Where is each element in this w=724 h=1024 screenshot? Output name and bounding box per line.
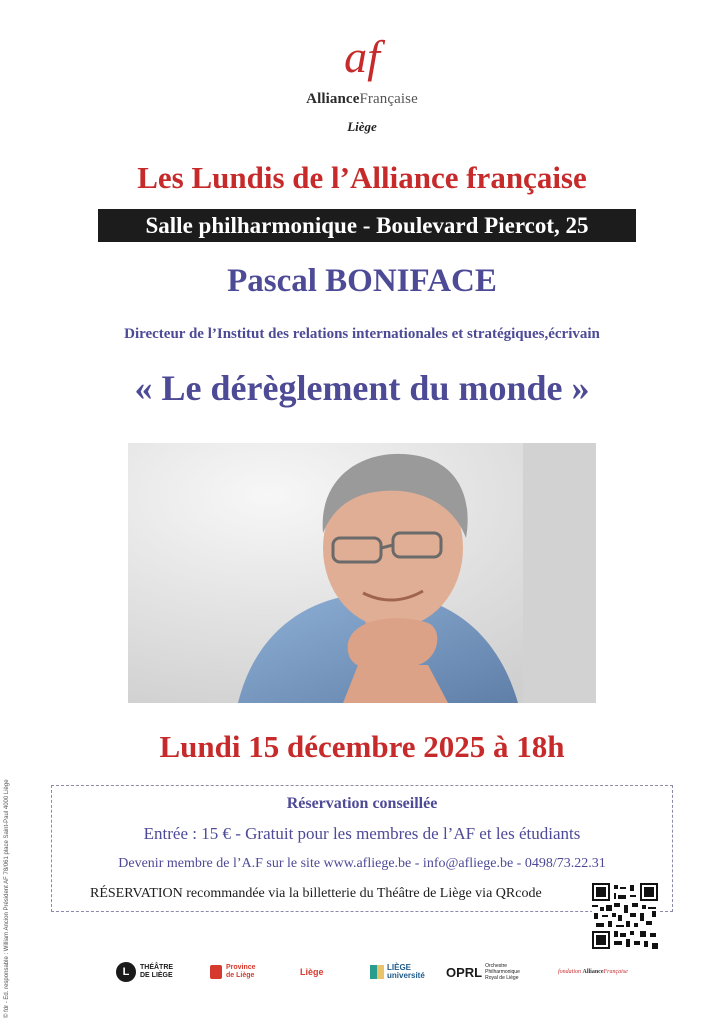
membership-info: Devenir membre de l’A.F sur le site www.afliege.be - info@afliege.be - 0498/73.22.31 [118,856,606,871]
province-shape-icon [210,965,222,979]
theatre-de-liege-logo: L THÉÂTRE DE LIÈGE [116,952,178,992]
province-de-liege-logo: Province de Liège [210,952,262,992]
alliance-francaise-logo [332,30,392,90]
ville-de-liege-logo: Liège [300,967,324,977]
fondation-alliance-francaise-logo: fondation AllianceFrançaise [558,968,628,975]
uliege-shape-icon [370,965,384,979]
publisher-credit: © fdr - Ed. responsable : William Ancion Président AF 78/061 place Saint-Paul 4000 Liège [4,779,10,1018]
speaker-role: Directeur de l’Institut des relations internationales et stratégiques,écrivain [124,326,600,342]
af-logo-mark: af [344,31,380,82]
brand-city: Liège [347,119,377,134]
lecture-title: « Le dérèglement du monde » [134,368,590,408]
reservation-title: Réservation conseillée [286,795,438,812]
series-title: Les Lundis de l’Alliance française [137,160,587,195]
venue-banner: Salle philharmonique - Boulevard Piercot, 25 [98,209,636,242]
brand-name: AllianceFrançaise [306,91,418,107]
event-date: Lundi 15 décembre 2025 à 18h [159,729,565,764]
partner-logos [110,952,630,992]
price-info: Entrée : 15 € - Gratuit pour les membres de l’AF et les étudiants [143,824,581,843]
speaker-portrait-photo [128,443,596,703]
oprl-logo: OPRL Orchestre Philharmonique Royal de Liège [446,963,520,981]
uliege-logo: LIÈGE université [370,952,427,992]
theatre-circle-icon: L [116,962,136,982]
booking-info: RÉSERVATION recommandée via la billetterie du Théâtre de Liège via QRcode [90,886,542,901]
speaker-name: Pascal BONIFACE [227,263,497,299]
qr-code[interactable] [592,883,658,949]
